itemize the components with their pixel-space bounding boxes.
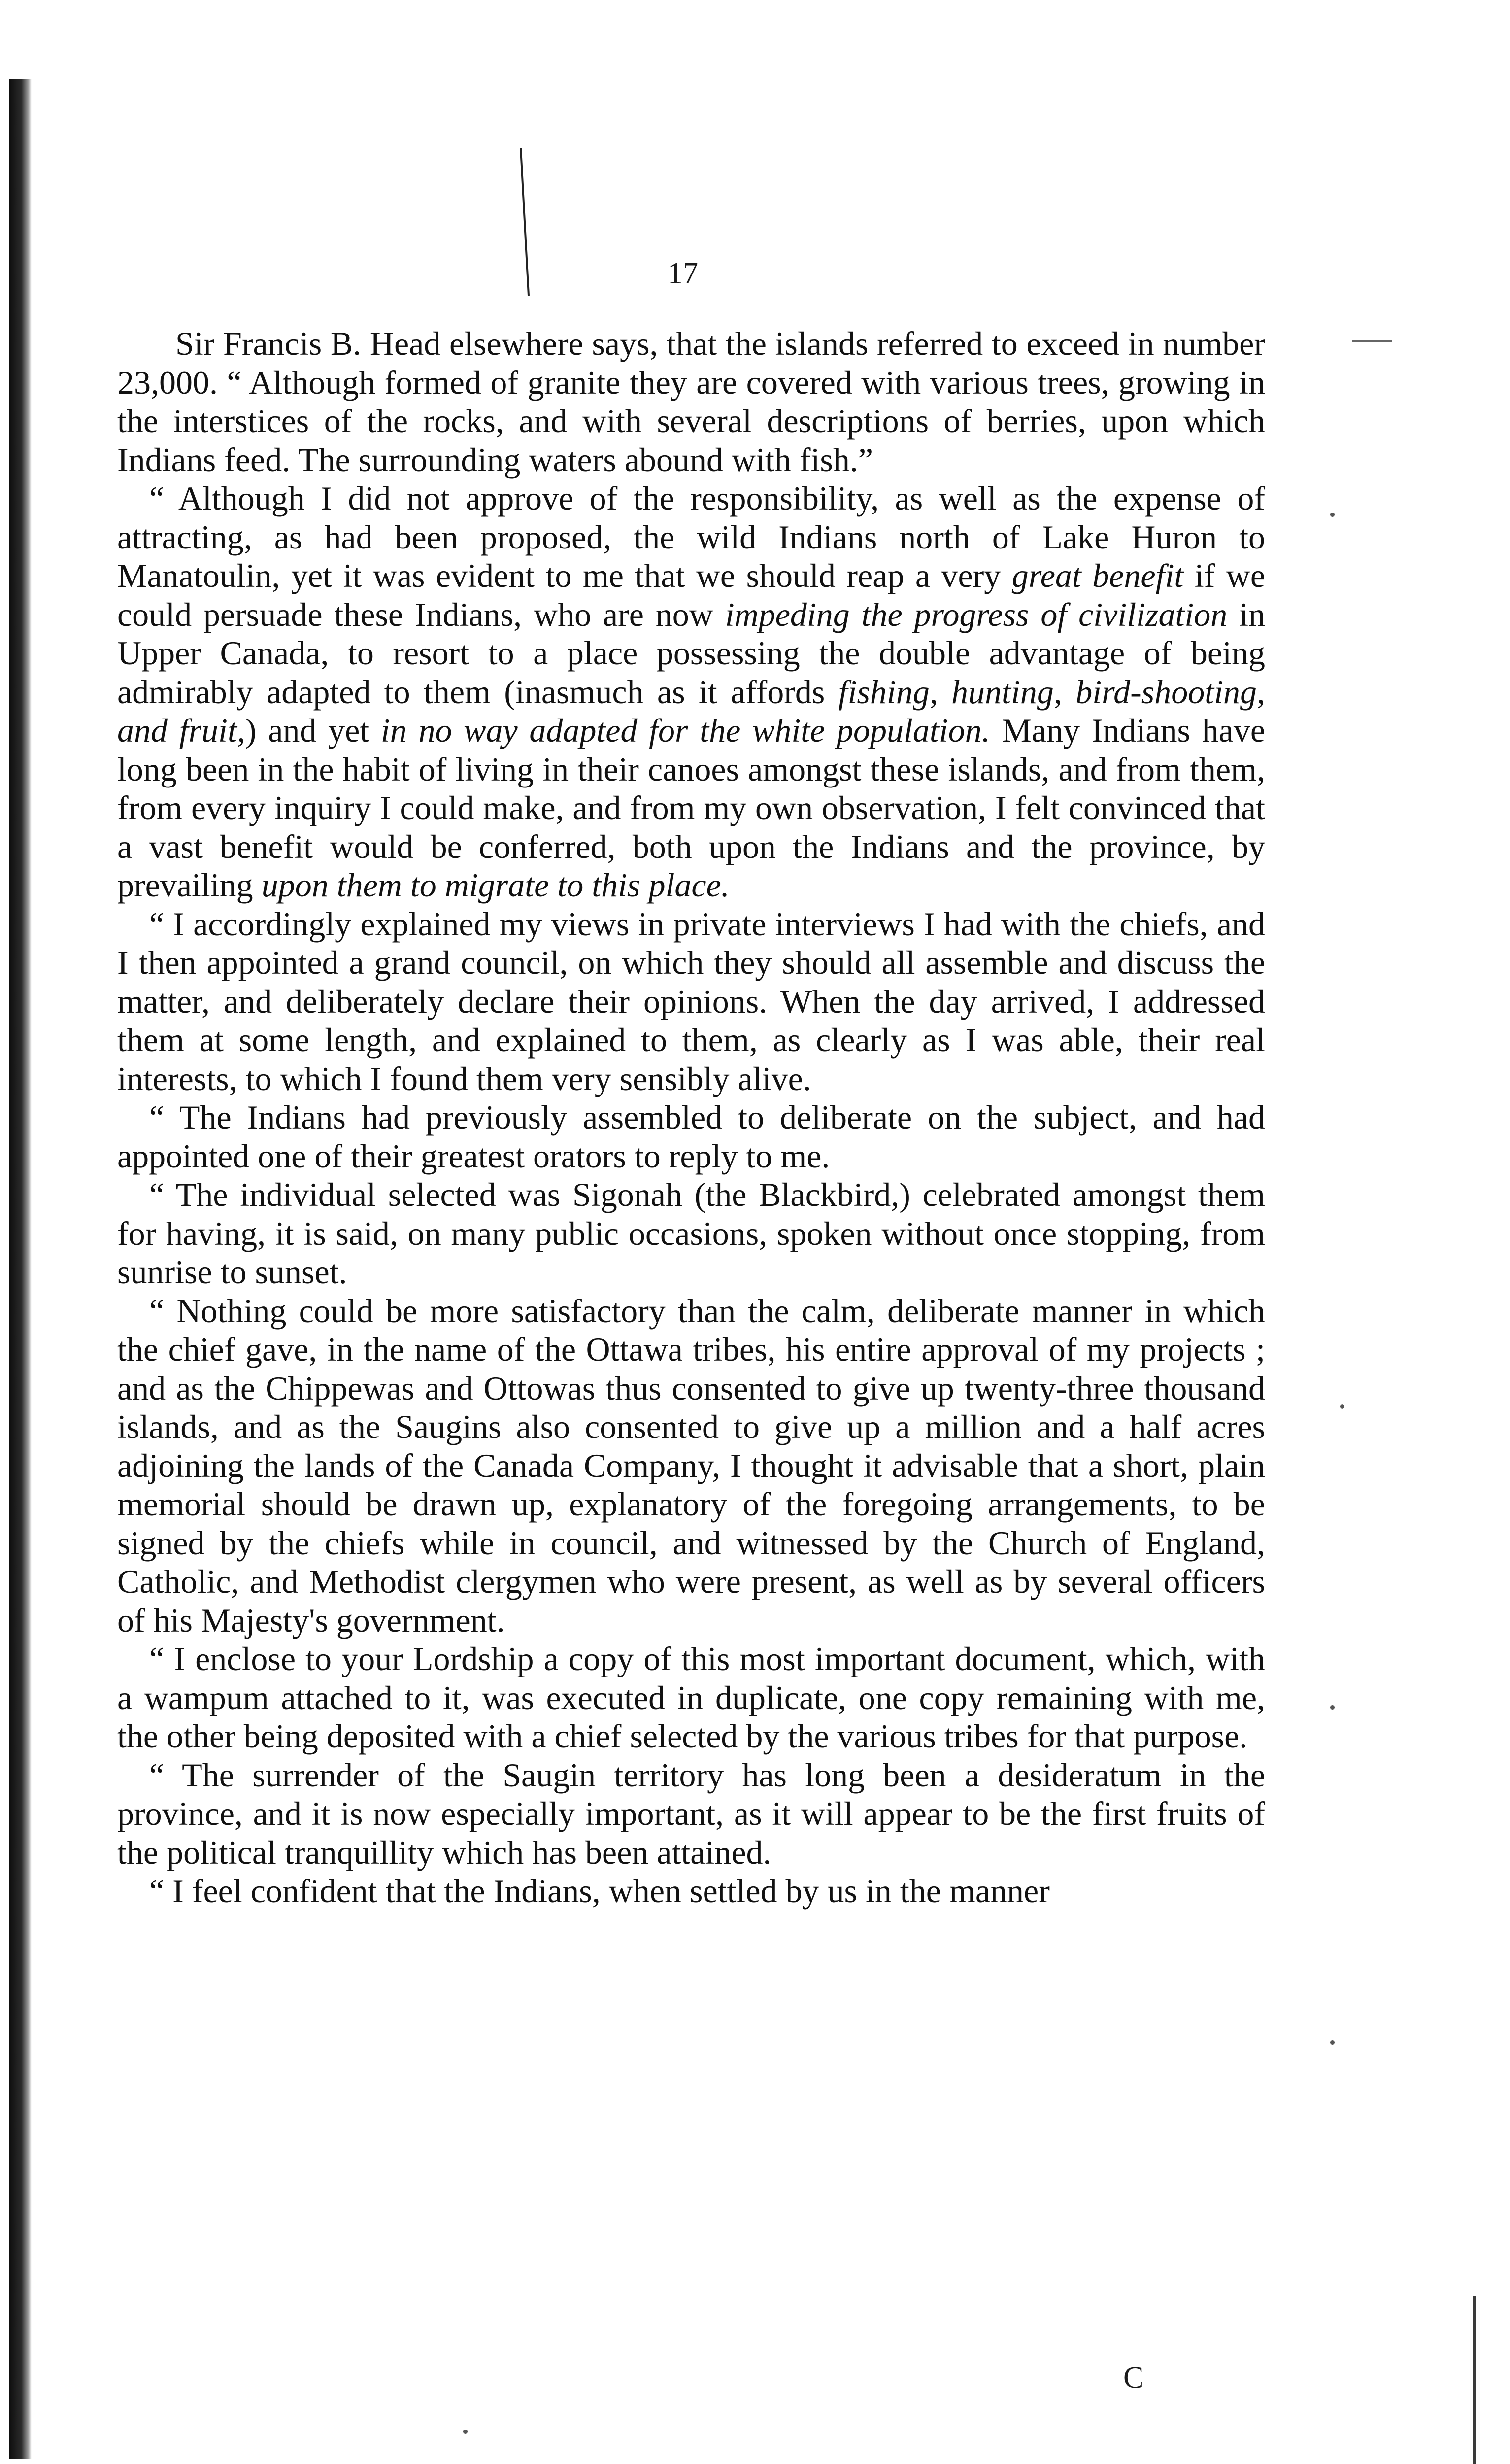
page-number: 17 — [668, 257, 698, 290]
page-right-edge-mark — [1473, 2296, 1476, 2464]
italic-text: fishing, hunting, bird-shooting, and fruit, — [117, 673, 1265, 749]
paragraph — [117, 905, 1265, 1098]
text-run: in Upper Canada, to resort to a place possessing the double advantage of being admirably adapted to them (inasmuch as it affords — [117, 595, 1265, 711]
text-run: “ I feel confident that the Indians, when settled by us in the manner — [149, 1872, 1050, 1910]
paragraph — [117, 1640, 1265, 1756]
text-run: “ The individual selected was Sigonah (the Blackbird,) celebrated amongst them for having, it is said, on many public occasions, spoken without once stopping, from sunrise to sunset. — [117, 1176, 1265, 1291]
paragraph — [117, 1872, 1265, 1911]
text-run: “ Nothing could be more satisfactory than the calm, deliberate manner in which the chief gave, in the name of the Ottawa tribes, his entire approval of my projects ; and as the Chippewas and Ottowas thus consented to give up twenty-three thousand islands, and as the Saugins also consented to give up a million and a half acres adjoining the lands of the Canada Company, I thought it advisable that a short, plain memorial should be drawn up, explanatory of the foregoing arrangements, to be signed by the chiefs while in council, and witnessed by the Church of England, Catholic, and Methodist clergymen who were present, as well as by several officers of his Majesty's government. — [117, 1292, 1265, 1639]
text-run: “ The surrender of the Saugin territory has long been a desideratum in the province, and it is now especially important, as it will appear to be the first fruits of the political tranquillity which has been attained. — [117, 1756, 1265, 1871]
scan-speck — [1340, 1404, 1344, 1409]
paragraph — [117, 1292, 1265, 1640]
page-left-edge-shadow — [9, 79, 32, 2459]
italic-text: in no way adapted for the white population. — [380, 712, 990, 749]
paragraph — [117, 1175, 1265, 1292]
text-run: “ Although I did not approve of the responsibility, as well as the expense of attracting, as had been proposed, the wild Indians north of Lake Huron to Manatoulin, yet it was evident to me that we should reap a very — [117, 479, 1265, 594]
paragraph — [117, 1098, 1265, 1175]
italic-text: impeding the progress of civilization — [725, 595, 1228, 633]
text-run: “ I enclose to your Lordship a copy of this most important document, which, with a wampum attached to it, was executed in duplicate, one copy remaining with me, the other being deposited with a chief selected by the various tribes for that purpose. — [117, 1640, 1265, 1755]
text-run: Sir Francis B. Head elsewhere says, that the islands referred to exceed in number 23,000. “ Although formed of granite they are covered with various trees, growing in the interstices of the rocks, and with several descriptions of berries, upon which Indians feed. The surrounding waters abound with fish.” — [117, 325, 1265, 479]
italic-text: upon them to migrate to this place. — [261, 866, 730, 904]
text-run: ) and yet — [245, 712, 381, 749]
paragraph — [117, 324, 1265, 479]
signature-mark: C — [1123, 2361, 1144, 2395]
body-text — [117, 324, 1265, 1911]
scan-speck — [1330, 2040, 1335, 2045]
scan-speck — [463, 2430, 468, 2434]
scan-speck — [1330, 1705, 1335, 1710]
margin-rule-mark — [1352, 340, 1392, 342]
text-run: Many Indians have long been in the habit of living in their canoes amongst these islands, and from them, from every inquiry I could make, and from my own observation, I felt convinced that a vast benefit would be conferred, both upon the Indians and the province, by prevailing — [117, 712, 1265, 904]
text-run: “ I accordingly explained my views in private interviews I had with the chiefs, and I then appointed a grand council, on which they should all assemble and discuss the matter, and deliberately declare their opinions. When the day arrived, I addressed them at some length, and explained to them, as clearly as I was able, their real interests, to which I found them very sensibly alive. — [117, 905, 1265, 1097]
pen-stroke-mark — [520, 148, 530, 306]
italic-text: great benefit — [1011, 557, 1184, 594]
paragraph — [117, 479, 1265, 905]
text-run: if we could persuade these Indians, who are now — [117, 557, 1265, 633]
scan-speck — [1330, 513, 1335, 517]
text-run: “ The Indians had previously assembled to deliberate on the subject, and had appointed one of their greatest orators to reply to me. — [117, 1098, 1265, 1175]
paragraph — [117, 1756, 1265, 1872]
